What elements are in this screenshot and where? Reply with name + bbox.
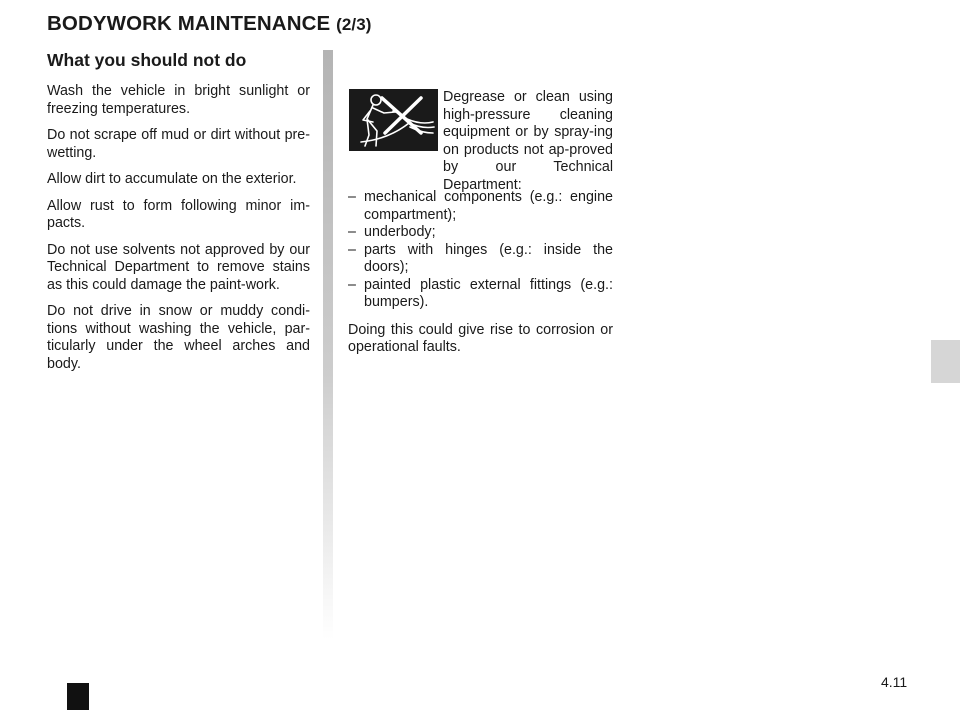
bullet-dash: – bbox=[348, 276, 356, 293]
page-title bbox=[47, 12, 372, 36]
list-item bbox=[348, 224, 613, 242]
bullet-dash: – bbox=[348, 224, 356, 240]
warning-box bbox=[348, 89, 613, 193]
no-pressure-washer-icon bbox=[349, 89, 438, 151]
list-item-text: mechanical components (e.g.: engine compartment); bbox=[364, 189, 613, 223]
list-item bbox=[348, 189, 613, 224]
closing-paragraph: Doing this could give rise to corrosion or operational faults. bbox=[348, 321, 613, 355]
paragraph-pre-wetting: Do not scrape off mud or dirt without pre-wetting. bbox=[47, 127, 310, 161]
page-number: 4.11 bbox=[881, 674, 908, 690]
paragraph-rust: Allow rust to form following minor im-pacts. bbox=[47, 197, 310, 231]
section-heading: What you should not do bbox=[47, 50, 247, 70]
paragraph-snow: Do not drive in snow or muddy condi-tions without washing the vehicle, par-ticularly under the wheel arches and body. bbox=[47, 303, 310, 372]
list-item bbox=[348, 242, 613, 277]
page-title-text: BODYWORK MAINTENANCE bbox=[47, 12, 331, 35]
left-column bbox=[47, 50, 310, 382]
bullet-dash: – bbox=[348, 189, 356, 205]
list-item-text: underbody; bbox=[364, 224, 436, 240]
right-column bbox=[348, 89, 613, 366]
bullet-list bbox=[348, 189, 613, 312]
column-divider bbox=[323, 50, 333, 640]
list-item-text: painted plastic external fittings (e.g.: bumpers). bbox=[364, 276, 613, 310]
list-item bbox=[348, 277, 613, 312]
paragraph-solvents: Do not use solvents not approved by our Technical Department to remove stains as this could damage the paint-work. bbox=[47, 241, 310, 293]
corner-mark bbox=[67, 683, 89, 710]
page-part-indicator: (2/3) bbox=[336, 15, 372, 34]
warning-text: Degrease or clean using high-pressure cleaning equipment or by spray-ing on products not ap-proved by our Technical Department: bbox=[443, 89, 613, 193]
bullet-dash: – bbox=[348, 241, 356, 258]
paragraph-dirt: Allow dirt to accumulate on the exterior. bbox=[47, 171, 297, 187]
section-tab bbox=[931, 340, 960, 383]
paragraph-sunlight: Wash the vehicle in bright sunlight or freezing temperatures. bbox=[47, 83, 310, 117]
list-item-text: parts with hinges (e.g.: inside the doors); bbox=[364, 241, 613, 275]
